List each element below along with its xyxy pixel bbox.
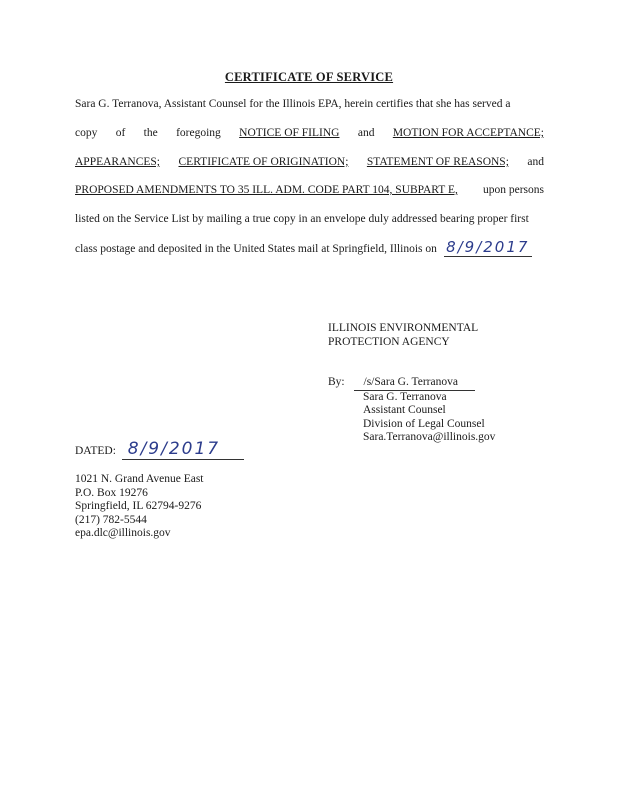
signatory-email: Sara.Terranova@illinois.gov [363, 431, 496, 443]
notice-of-filing-ref: NOTICE OF FILING [239, 127, 340, 139]
word: and [527, 156, 544, 168]
motion-ref: MOTION FOR ACCEPTANCE; [392, 127, 544, 139]
address-line-2: P.O. Box 19276 [75, 486, 148, 499]
signature-block [328, 376, 495, 445]
served-date [444, 240, 532, 257]
signed-name: /s/Sara G. Terranova [354, 376, 475, 391]
paragraph-line-4 [75, 183, 544, 197]
page-title: CERTIFICATE OF SERVICE [224, 70, 394, 84]
dated-label: DATED: [75, 445, 116, 457]
signatory-name: Sara G. Terranova [363, 390, 447, 403]
address-line-4: (217) 782-5544 [75, 513, 147, 526]
appearances-ref: APPEARANCES; [75, 156, 160, 168]
paragraph-line-6 [75, 240, 555, 257]
address-block [75, 473, 204, 541]
paragraph-line-3 [75, 155, 544, 169]
word: copy [75, 127, 98, 139]
address-line-1: 1021 N. Grand Avenue East [75, 473, 204, 485]
paragraph-line-5: listed on the Service List by mailing a true copy in an envelope duly addressed bearing proper first [75, 213, 529, 225]
word: upon persons [482, 184, 544, 196]
statement-of-reasons-ref: STATEMENT OF REASONS; [366, 156, 509, 168]
word: class postage and deposited in the United States mail at Springfield, Illinois on [75, 243, 437, 255]
agency-block [328, 322, 478, 349]
address-email: epa.dlc@illinois.gov [75, 527, 171, 539]
signatory-division: Division of Legal Counsel [363, 417, 485, 430]
paragraph-line-2 [75, 126, 544, 140]
by-label: By: [328, 376, 345, 388]
word: the [143, 127, 158, 139]
agency-line-1: ILLINOIS ENVIRONMENTAL [328, 322, 479, 334]
handwritten-served-date: 8/9/2017 [446, 238, 530, 256]
address-line-3: Springfield, IL 62794-9276 [75, 500, 202, 512]
word: of [115, 127, 126, 139]
handwritten-date: 8/9/2017 [127, 439, 221, 459]
proposed-amendments-ref: PROPOSED AMENDMENTS TO 35 ILL. ADM. CODE PART 104, SUBPART E, [75, 184, 458, 196]
certificate-of-origination-ref: CERTIFICATE OF ORIGINATION; [178, 156, 349, 168]
word: foregoing [176, 127, 221, 139]
word: and [357, 127, 375, 139]
agency-line-2: PROTECTION AGENCY [328, 335, 450, 348]
signatory-role: Assistant Counsel [363, 404, 446, 416]
dated-value [122, 439, 244, 460]
paragraph-line-1: Sara G. Terranova, Assistant Counsel for the Illinois EPA, herein certifies that she has served a [75, 98, 511, 110]
dated-block [75, 439, 244, 460]
signature-line [328, 376, 495, 391]
